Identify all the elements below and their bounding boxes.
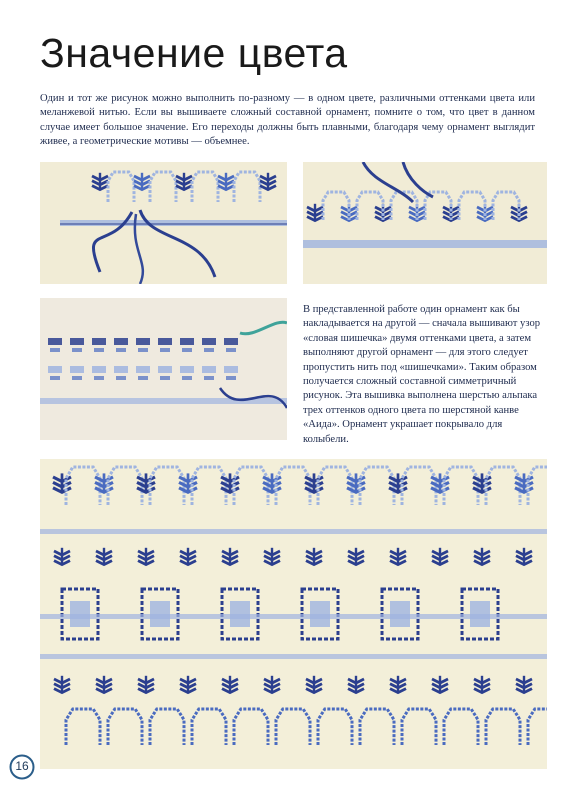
intro-paragraph: Один и тот же рисунок можно выполнить по-разному — в одном цвете, различными оттенками цвета или меланжевой нитью. Если вы вышиваете сложный составной орнамент, помните о том, что цвет в данном случае имеет большое значение. Его переходы должны быть плавными, благодаря чему орнамент выглядит живее, а геометрические мотивы — объемнее. [40,93,535,148]
description-paragraph: В представленной работе один орнамент как бы накладывается на другой — сначала вышивают узор «словая шишечка» двумя оттенками цвета, а затем выполняют другой орнамент — для этого следует пропустить нить под «шишечками». Таким образом получается сложный составной симметричный рисунок. Эта вышивка выполнена шерстью альпака трех оттенков одного цвета по шерстяной канве «Аида». Орнамент украшает покрывало для колыбели. [303,304,541,445]
page-title: Значение цвета [40,30,348,76]
embroidery-photo-sample-two [303,162,547,284]
embroidery-photo-sample-thread [40,162,287,284]
page-number: 16 [15,759,29,773]
page-number-badge [8,753,36,781]
embroidery-photo-ornament [40,459,547,769]
embroidery-photo-sample-three [40,298,287,440]
